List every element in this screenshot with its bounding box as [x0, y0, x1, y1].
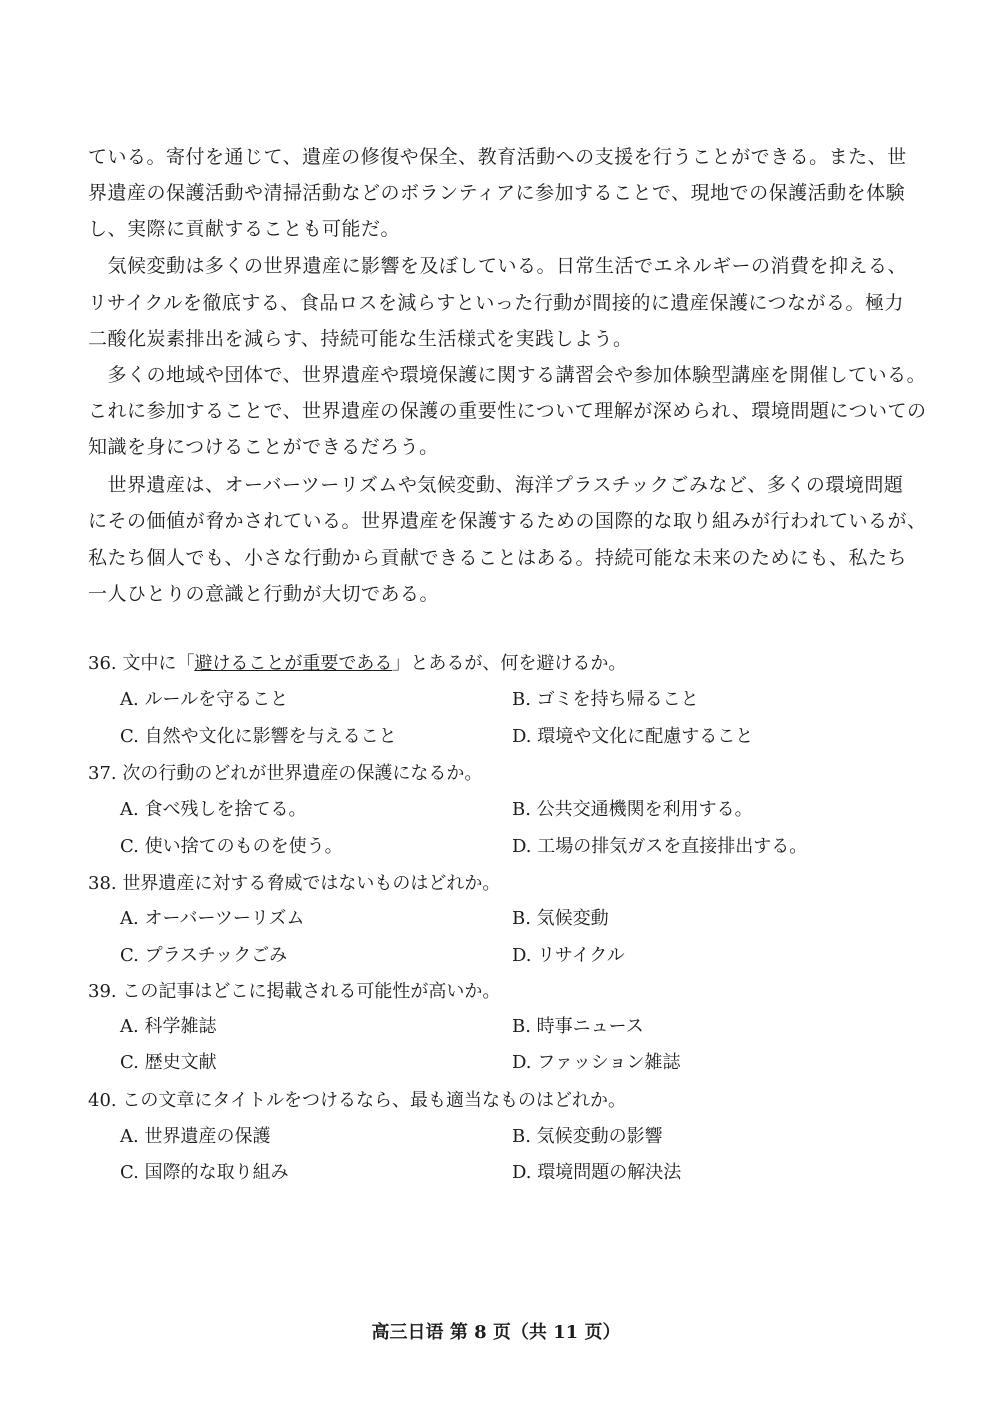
passage-line: し、実際に貢献することも可能だ。: [88, 218, 401, 240]
option-d: D. 環境や文化に配慮すること: [512, 726, 754, 747]
stem-text: 36. 文中に「: [88, 653, 195, 674]
passage-line: リサイクルを徹底する、食品ロスを減らすといった行動が間接的に遺産保護につながる。極力: [88, 292, 904, 314]
passage-line: 多くの地域や団体で、世界遺産や環境保護に関する講習会や参加体験型講座を開催している。: [88, 364, 927, 386]
option-b: B. 気候変動: [512, 908, 609, 929]
question-stem: 37. 次の行動のどれが世界遺産の保護になるか。: [88, 763, 483, 784]
passage-line: 界遺産の保護活動や清掃活動などのボランティアに参加することで、現地での保護活動を体験: [88, 182, 906, 204]
passage-line: 一人ひとりの意識と行動が大切である。: [88, 583, 440, 605]
option-c: C. 歴史文献: [120, 1052, 217, 1073]
option-c: C. 国際的な取り組み: [120, 1162, 289, 1183]
page-footer: 高三日语 第 8 页（共 11 页）: [371, 1322, 621, 1343]
option-b: B. 時事ニュース: [512, 1016, 644, 1037]
option-b: B. ゴミを持ち帰ること: [512, 689, 699, 710]
option-b: B. 気候変動の影響: [512, 1126, 663, 1147]
passage-line: 私たち個人でも、小さな行動から貢献できることはある。持続可能な未来のためにも、私たち: [88, 547, 908, 569]
option-c: C. プラスチックごみ: [120, 945, 288, 966]
option-a: A. 世界遺産の保護: [120, 1126, 271, 1147]
passage-line: これに参加することで、世界遺産の保護の重要性について理解が深められ、環境問題についての: [88, 400, 927, 422]
option-c: C. 使い捨てのものを使う。: [120, 836, 343, 857]
passage-line: 気候変動は多くの世界遺産に影響を及ぼしている。日常生活でエネルギーの消費を抑える、: [88, 255, 908, 277]
option-a: A. 食べ残しを捨てる。: [120, 799, 307, 820]
option-d: D. 環境問題の解決法: [512, 1162, 682, 1183]
question-stem: 40. この文章にタイトルをつけるなら、最も適当なものはどれか。: [88, 1090, 626, 1111]
passage-line: にその価値が脅かされている。世界遺産を保護するための国際的な取り組みが行われているが、: [88, 510, 927, 532]
passage-line: 二酸化炭素排出を減らす、持続可能な生活様式を実践しよう。: [88, 328, 633, 350]
question-stem: 38. 世界遺産に対する脅威ではないものはどれか。: [88, 873, 501, 894]
passage-line: ている。寄付を通じて、遺産の修復や保全、教育活動への支援を行うことができる。また、世: [88, 146, 907, 168]
question-stem: 39. この記事はどこに掲載される可能性が高いか。: [88, 981, 501, 1002]
underlined-phrase: 避けることが重要である: [194, 653, 393, 674]
option-c: C. 自然や文化に影響を与えること: [120, 726, 397, 747]
option-d: D. リサイクル: [512, 945, 625, 966]
option-a: A. オーバーツーリズム: [120, 908, 305, 929]
option-d: D. ファッション雑誌: [512, 1052, 681, 1073]
option-a: A. 科学雑誌: [120, 1016, 217, 1037]
option-d: D. 工場の排気ガスを直接排出する。: [512, 836, 808, 857]
stem-text: 」とあるが、何を避けるか。: [392, 653, 627, 674]
option-b: B. 公共交通機関を利用する。: [512, 799, 753, 820]
passage-line: 知識を身につけることができるだろう。: [88, 436, 439, 458]
passage-line: 世界遺産は、オーバーツーリズムや気候変動、海洋プラスチックごみなど、多くの環境問題: [88, 474, 904, 496]
question-stem: [88, 653, 626, 675]
option-a: A. ルールを守ること: [120, 689, 289, 710]
